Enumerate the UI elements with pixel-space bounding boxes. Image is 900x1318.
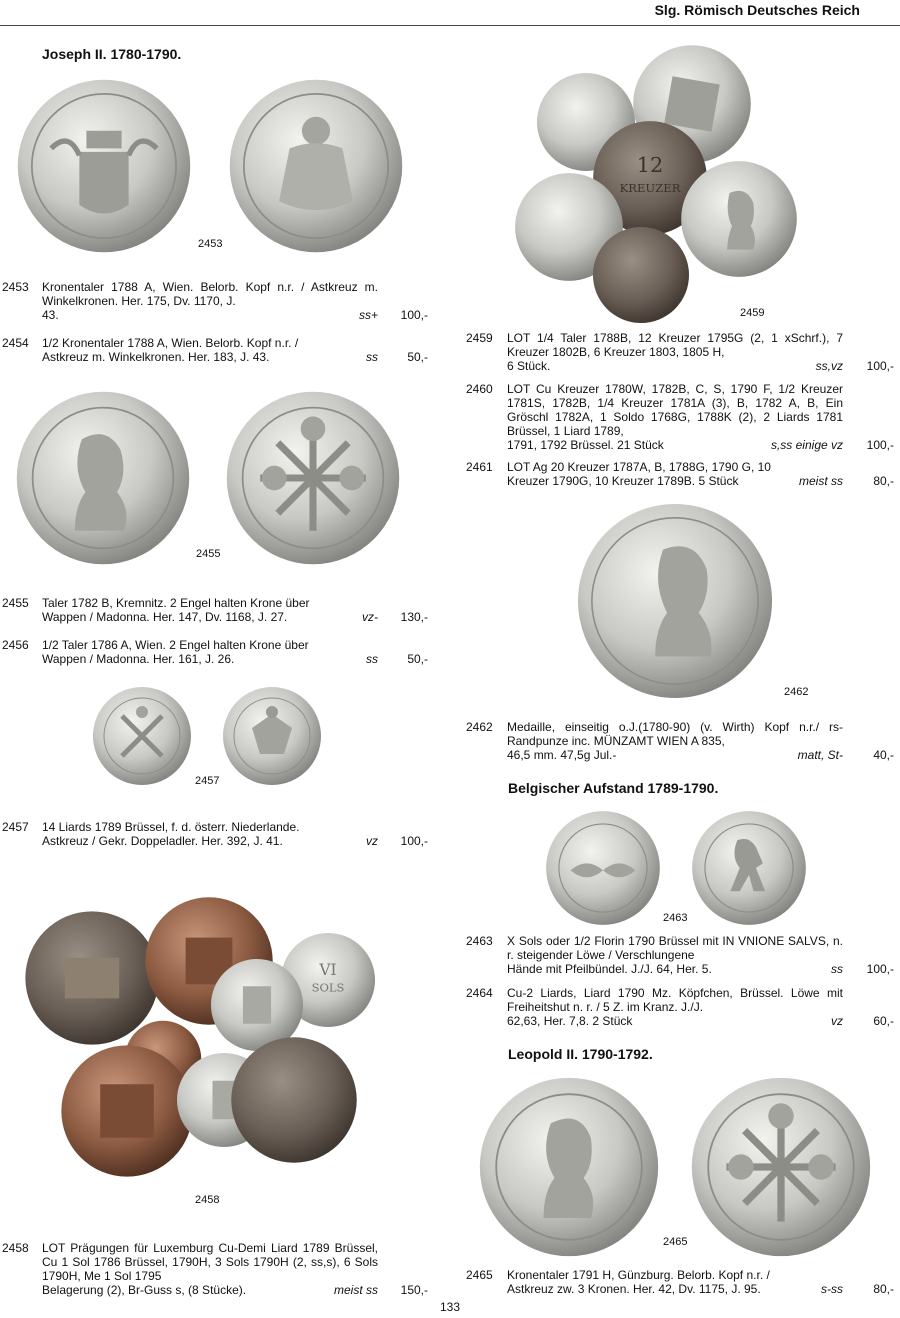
coin-reverse <box>220 390 406 566</box>
coin <box>592 226 690 324</box>
coin-reverse <box>690 810 808 926</box>
medal-obverse <box>570 502 780 700</box>
photo-2459 <box>512 42 800 318</box>
svg-text:VI: VI <box>319 961 337 980</box>
lot-grade: vz <box>366 834 378 848</box>
coin-obverse <box>544 810 662 926</box>
figure-number: 2453 <box>198 238 223 250</box>
lot-description-end: Astkreuz zw. 3 Kronen. Her. 42, Dv. 1175, J. 95. <box>507 1282 761 1296</box>
lot-number: 2453 <box>2 280 29 294</box>
coin-reverse <box>222 686 322 786</box>
lot-number: 2463 <box>466 934 493 948</box>
lot-description: 14 Liards 1789 Brüssel, f. d. österr. Niederlande. <box>42 820 300 834</box>
lot-description-end: 46,5 mm. 47,5g Jul.- <box>507 748 617 762</box>
page-header <box>0 0 900 26</box>
lot-description-end: Kreuzer 1790G, 10 Kreuzer 1789B. 5 Stück <box>507 474 739 488</box>
photo-2465 <box>474 1074 876 1260</box>
coin-obverse <box>10 78 198 254</box>
lot-description-end: Wappen / Madonna. Her. 161, J. 26. <box>42 652 235 666</box>
lot-number: 2460 <box>466 382 493 396</box>
lot-description: LOT Prägungen für Luxemburg Cu-Demi Liard 1789 Brüssel, Cu 1 Sol 1786 Brüssel, 1790H, 3 Sols 1790H (2, ss,s), 6 Sols 1790H, Me 1 Sol 1795 <box>42 1241 378 1283</box>
lot-price: 80,- <box>873 474 894 488</box>
coin-reverse <box>688 1076 874 1258</box>
coin <box>24 910 160 1046</box>
lot-grade: ss <box>366 652 378 666</box>
lot-description: X Sols oder 1/2 Florin 1790 Brüssel mit IN VNIONE SALVS, n. r. steigender Löwe / Verschlungene <box>507 934 843 962</box>
photo-2463 <box>540 808 812 928</box>
lot-description: 1/2 Taler 1786 A, Wien. 2 Engel halten Krone über <box>42 638 309 652</box>
lot-description: Cu-2 Liards, Liard 1790 Mz. Köpfchen, Brüssel. Löwe mit Freiheitshut n. r. / 5 Z. im Kranz. J./J. <box>507 986 843 1014</box>
lot-description-end: Belagerung (2), Br-Guss s, (8 Stücke). <box>42 1283 247 1297</box>
lot-price: 100,- <box>400 834 428 848</box>
coin <box>60 1044 194 1178</box>
lot-grade: ss <box>831 962 843 976</box>
lot-description: Medaille, einseitig o.J.(1780-90) (v. Wirth) Kopf n.r./ rs- Randpunze inc. MÜNZAMT WIEN A 835, <box>507 720 843 748</box>
lot-description: LOT Ag 20 Kreuzer 1787A, B, 1788G, 1790 G, 10 <box>507 460 771 474</box>
figure-number: 2457 <box>195 775 220 787</box>
lot-description-end: Astkreuz m. Winkelkronen. Her. 183, J. 43. <box>42 350 270 364</box>
lot-grade: ss <box>366 350 378 364</box>
coin-obverse <box>10 390 196 566</box>
lot-number: 2459 <box>466 331 493 345</box>
lot-description: Kronentaler 1788 A, Wien. Belorb. Kopf n.r. / Astkreuz m. Winkelkronen. Her. 175, Dv. 1170, J. <box>42 280 378 308</box>
catalog-title: Slg. Römisch Deutsches Reich <box>654 2 860 18</box>
lot-grade: meist ss <box>333 1283 378 1297</box>
coin-obverse <box>92 686 192 786</box>
lot-grade: s,ss einige vz <box>770 438 843 452</box>
lot-number: 2462 <box>466 720 493 734</box>
figure-number: 2458 <box>195 1194 220 1206</box>
lot-number: 2454 <box>2 336 29 350</box>
lot-description-end: Hände mit Pfeilbündel. J./J. 64, Her. 5. <box>507 962 712 976</box>
coin <box>680 160 798 278</box>
lot-number: 2456 <box>2 638 29 652</box>
figure-number: 2465 <box>663 1236 688 1248</box>
photo-2458 <box>24 896 380 1212</box>
lot-number: 2464 <box>466 986 493 1000</box>
lot-grade: s-ss <box>821 1282 843 1296</box>
coin <box>230 1036 358 1164</box>
svg-text:SOLS: SOLS <box>311 980 345 995</box>
lot-grade: vz- <box>362 610 378 624</box>
lot-price: 60,- <box>873 1014 894 1028</box>
lot-price: 50,- <box>407 350 428 364</box>
lot-description: 1/2 Kronentaler 1788 A, Wien. Belorb. Kopf n.r. / <box>42 336 299 350</box>
page-number: 133 <box>439 1300 461 1314</box>
photo-2462 <box>566 498 809 704</box>
lot-number: 2465 <box>466 1268 493 1282</box>
figure-number: 2455 <box>196 548 221 560</box>
figure-number: 2463 <box>663 912 688 924</box>
coin-reverse <box>222 78 410 254</box>
lot-description-end: 1791, 1792 Brüssel. 21 Stück <box>507 438 664 452</box>
lot-price: 40,- <box>873 748 894 762</box>
svg-text:12: 12 <box>636 153 664 178</box>
lot-description-end: Astkreuz / Gekr. Doppeladler. Her. 392, J. 41. <box>42 834 283 848</box>
lot-number: 2455 <box>2 596 29 610</box>
lot-price: 150,- <box>400 1283 428 1297</box>
lot-grade: matt, St- <box>797 748 843 762</box>
section-title-belgian: Belgischer Aufstand 1789-1790. <box>508 780 719 796</box>
photo-2453 <box>8 76 414 258</box>
lot-description-end: Wappen / Madonna. Her. 147, Dv. 1168, J. 27. <box>42 610 288 624</box>
figure-number: 2459 <box>740 307 765 319</box>
lot-description: Taler 1782 B, Kremnitz. 2 Engel halten Krone über <box>42 596 310 610</box>
svg-text:KREUZER: KREUZER <box>619 180 681 195</box>
lot-number: 2461 <box>466 460 493 474</box>
lot-grade: ss+ <box>358 308 378 322</box>
lot-grade: vz <box>831 1014 843 1028</box>
photo-2455 <box>8 388 410 570</box>
lot-description-end: 62,63, Her. 7,8. 2 Stück <box>507 1014 633 1028</box>
figure-number: 2462 <box>784 686 809 698</box>
lot-number: 2457 <box>2 820 29 834</box>
lot-grade: ss,vz <box>815 359 843 373</box>
lot-description-end: 6 Stück. <box>507 359 551 373</box>
lot-description: Kronentaler 1791 H, Günzburg. Belorb. Kopf n.r. / <box>507 1268 770 1282</box>
lot-price: 100,- <box>866 359 894 373</box>
lot-description: LOT 1/4 Taler 1788B, 12 Kreuzer 1795G (2, 1 xSchrf.), 7 Kreuzer 1802B, 6 Kreuzer 1803, 1805 H, <box>507 331 843 359</box>
lot-description-end: 43. <box>42 308 59 322</box>
lot-price: 100,- <box>400 308 428 322</box>
lot-price: 80,- <box>873 1282 894 1296</box>
lot-price: 100,- <box>866 962 894 976</box>
lot-number: 2458 <box>2 1241 29 1255</box>
section-title-leopold: Leopold II. 1790-1792. <box>508 1046 653 1062</box>
lot-price: 50,- <box>407 652 428 666</box>
lot-grade: meist ss <box>798 474 843 488</box>
section-title-joseph: Joseph II. 1780-1790. <box>42 46 182 62</box>
photo-2457 <box>90 684 326 790</box>
coin-obverse <box>476 1076 662 1258</box>
lot-price: 100,- <box>866 438 894 452</box>
lot-price: 130,- <box>400 610 428 624</box>
lot-description: LOT Cu Kreuzer 1780W, 1782B, C, S, 1790 F, 1/2 Kreuzer 1781S, 1782B, 1/4 Kreuzer 1781A (3), B, 1782 A, B, Ein Gröschl 1782A, 1 Soldo 1768G, 1788K (2), 2 Liards 1781 Brüssel, 1 Liard 1789, <box>507 382 843 438</box>
